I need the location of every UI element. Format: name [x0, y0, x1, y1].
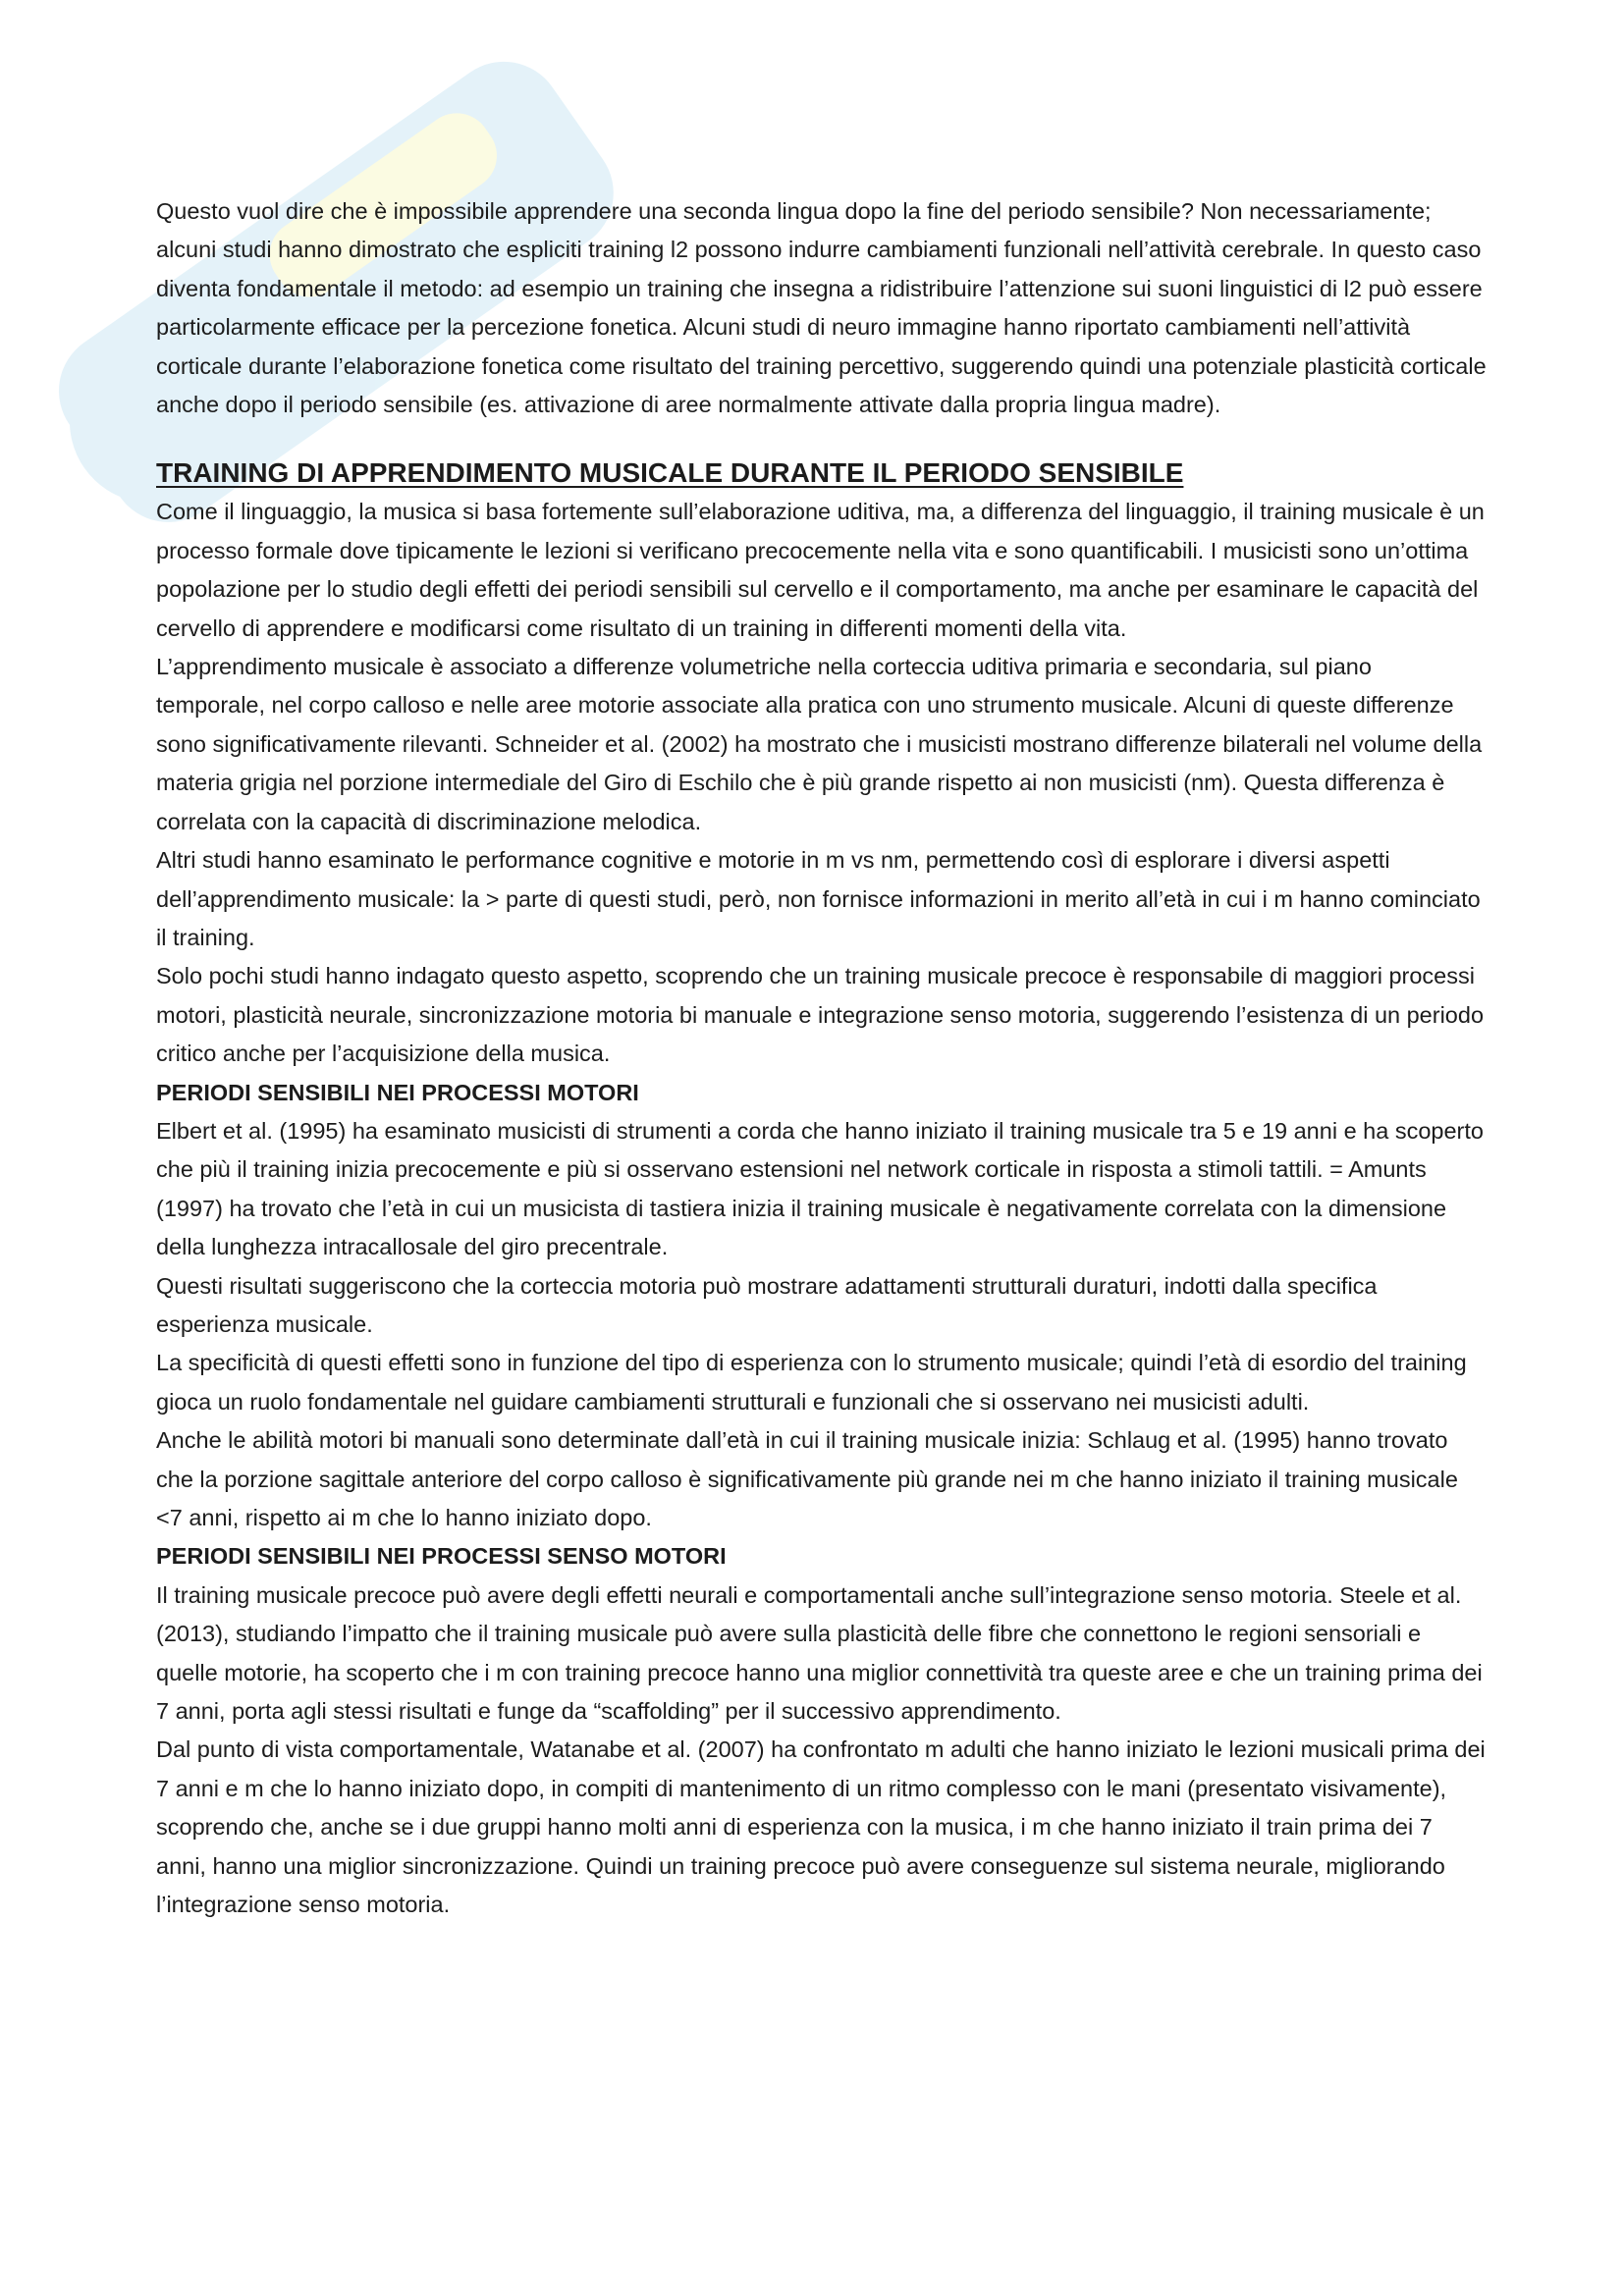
- motor-paragraph-1: Elbert et al. (1995) ha esaminato musicisti di strumenti a corda che hanno iniziato il training musicale tra 5 e 19 anni e ha scoperto che più il training inizia precocemente e più si osservano estensioni nel network corticale in risposta a stimoli tattili. = Amunts (1997) ha trovato che l’età in cui un musicista di tastiera inizia il training musicale è negativamente correlata con la dimensione della lunghezza intracallosale del giro precentrale.: [156, 1117, 1484, 1260]
- music-paragraph-2: L’apprendimento musicale è associato a differenze volumetriche nella corteccia uditiva primaria e secondaria, sul piano temporale, nel corpo calloso e nelle aree motorie associate alla pratica con uno strumento musicale. Alcuni di queste differenze sono significativamente rilevanti. Schneider et al. (2002) ha mostrato che i musicisti mostrano differenze bilaterali nel volume della materia grigia nel porzione intermediale del Giro di Eschilo che è più grande rispetto ai non musicisti (nm). Questa differenza è correlata con la capacità di discriminazione melodica.: [156, 654, 1483, 834]
- section-title: TRAINING DI APPRENDIMENTO MUSICALE DURANTE IL PERIODO SENSIBILE: [156, 457, 1184, 489]
- document-page: [156, 192, 1487, 1924]
- motor-paragraph-4: Anche le abilità motori bi manuali sono determinate dall’età in cui il training musicale inizia: Schlaug et al. (1995) hanno trovato che la porzione sagittale anteriore del corpo calloso è significativamente più grande nei m che hanno iniziato il training musicale <7 anni, rispetto ai m che lo hanno iniziato dopo.: [156, 1427, 1458, 1530]
- motor-heading: PERIODI SENSIBILI NEI PROCESSI MOTORI: [156, 1079, 639, 1105]
- motor-paragraph-2: Questi risultati suggeriscono che la corteccia motoria può mostrare adattamenti strutturali duraturi, indotti dalla specifica esperienza musicale.: [156, 1272, 1378, 1337]
- music-paragraph-3: Altri studi hanno esaminato le performance cognitive e motorie in m vs nm, permettendo così di esplorare i diversi aspetti dell’apprendimento musicale: la > parte di questi studi, però, non fornisce informazioni in merito all’età in cui i m hanno cominciato il training.: [156, 847, 1481, 950]
- music-paragraph-1: Come il linguaggio, la musica si basa fortemente sull’elaborazione uditiva, ma, a differenza del linguaggio, il training musicale è un processo formale dove tipicamente le lezioni si verificano precocemente nella vita e sono quantificabili. I musicisti sono un’ottima popolazione per lo studio degli effetti dei periodi sensibili sul cervello e il comportamento, ma anche per esaminare le capacità del cervello di apprendere e modificarsi come risultato di un training in differenti momenti della vita.: [156, 499, 1485, 641]
- motor-paragraph-3: La specificità di questi effetti sono in funzione del tipo di esperienza con lo strumento musicale; quindi l’età di esordio del training gioca un ruolo fondamentale nel guidare cambiamenti strutturali e funzionali che si osservano nei musicisti adulti.: [156, 1350, 1467, 1415]
- intro-paragraph: Questo vuol dire che è impossibile apprendere una seconda lingua dopo la fine del periodo sensibile? Non necessariamente; alcuni studi hanno dimostrato che espliciti training l2 possono indurre cambiamenti funzionali nell’attività cerebrale. In questo caso diventa fondamentale il metodo: ad esempio un training che insegna a ridistribuire l’attenzione sui suoni linguistici di l2 può essere particolarmente efficace per la percezione fonetica. Alcuni studi di neuro immagine hanno riportato cambiamenti nell’attività corticale durante l’elaborazione fonetica come risultato del training percettivo, suggerendo quindi una potenziale plasticità corticale anche dopo il periodo sensibile (es. attivazione di aree normalmente attivate dalla propria lingua madre).: [156, 198, 1487, 418]
- music-paragraph-4: Solo pochi studi hanno indagato questo aspetto, scoprendo che un training musicale precoce è responsabile di maggiori processi motori, plasticità neurale, sincronizzazione motoria bi manuale e integrazione senso motoria, suggerendo l’esistenza di un periodo critico anche per l’acquisizione della musica.: [156, 963, 1485, 1067]
- sensorimotor-heading: PERIODI SENSIBILI NEI PROCESSI SENSO MOTORI: [156, 1543, 727, 1570]
- sensorimotor-paragraph-1: Il training musicale precoce può avere degli effetti neurali e comportamentali anche sull’integrazione senso motoria. Steele et al. (2013), studiando l’impatto che il training musicale può avere sulla plasticità delle fibre che connettono le regioni sensoriali e quelle motorie, ha scoperto che i m con training precoce hanno una miglior connettività tra queste aree e che un training prima dei 7 anni, porta agli stessi risultati e funge da “scaffolding” per il successivo apprendimento.: [156, 1581, 1483, 1725]
- sensorimotor-paragraph-2: Dal punto di vista comportamentale, Watanabe et al. (2007) ha confrontato m adulti che hanno iniziato le lezioni musicali prima dei 7 anni e m che lo hanno iniziato dopo, in compiti di mantenimento di un ritmo complesso con le mani (presentato visivamente), scoprendo che, anche se i due gruppi hanno molti anni di esperienza con la musica, i m che hanno iniziato il train prima dei 7 anni, hanno una miglior sincronizzazione. Quindi un training precoce può avere conseguenze sul sistema neurale, migliorando l’integrazione senso motoria.: [156, 1736, 1486, 1918]
